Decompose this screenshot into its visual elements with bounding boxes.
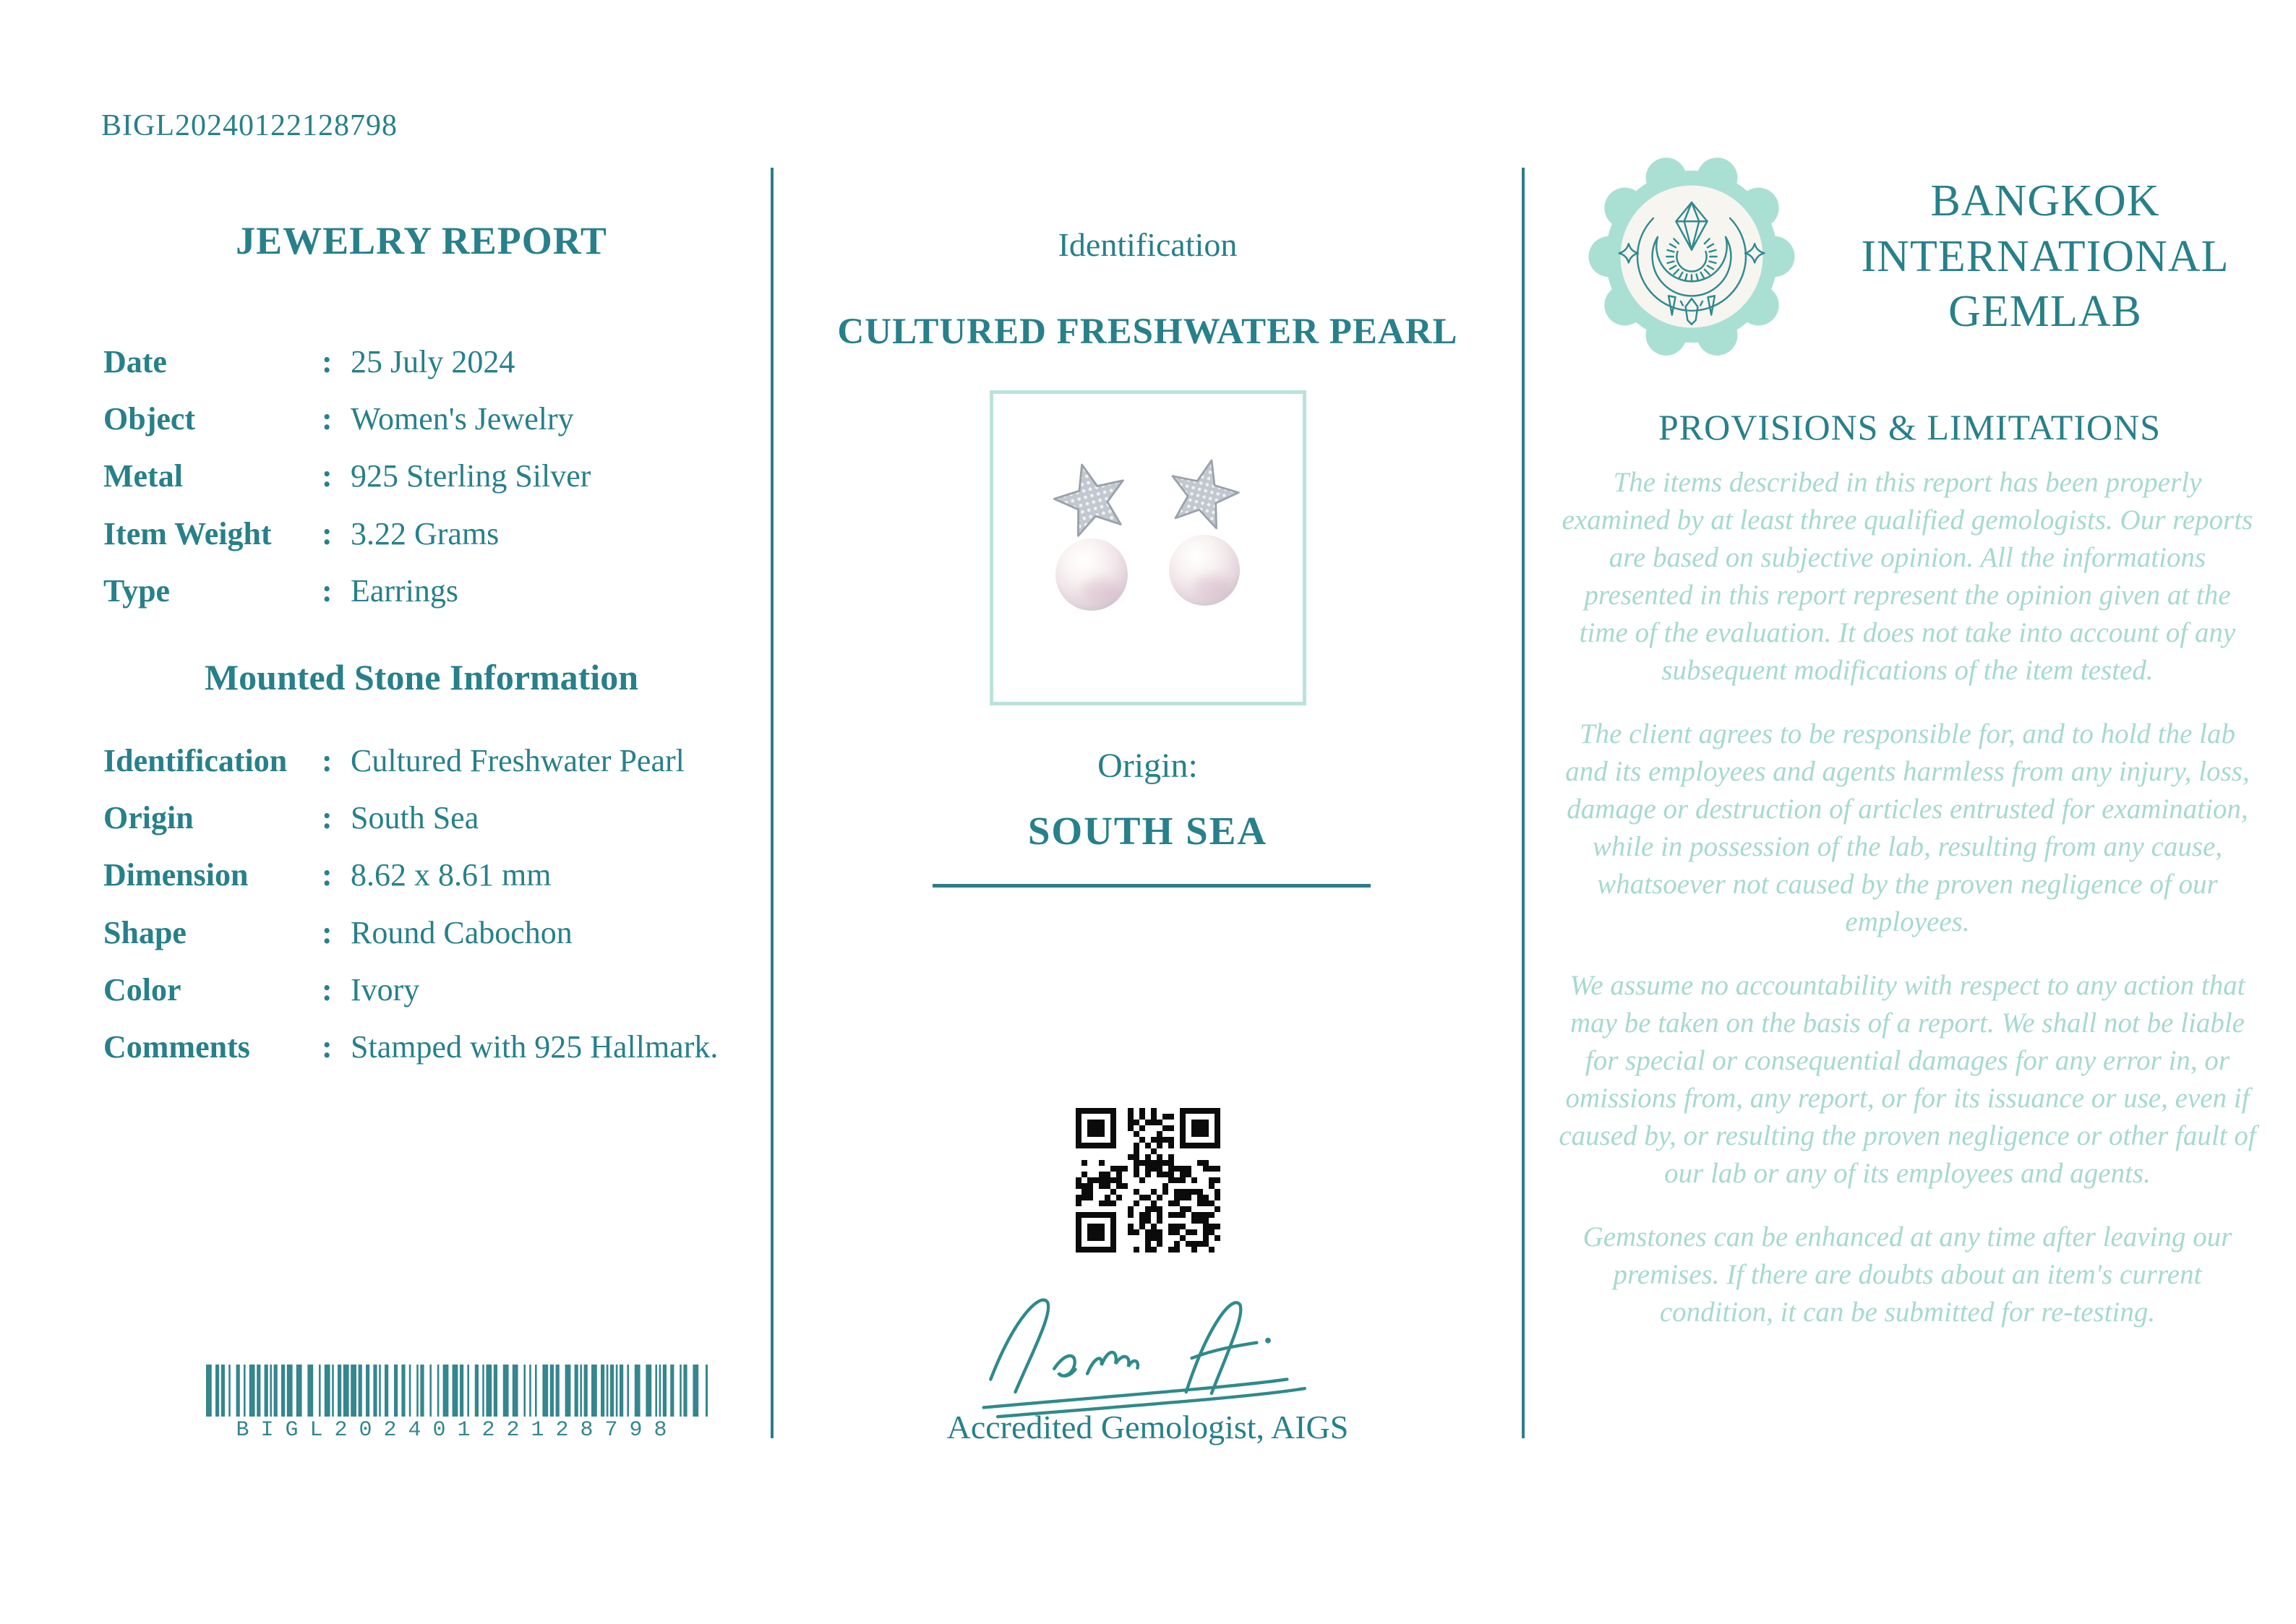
signature-script-icon bbox=[900, 1273, 1399, 1422]
provisions-title: PROVISIONS & LIMITATIONS bbox=[1658, 407, 2162, 447]
field-value: 3.22 Grams bbox=[351, 515, 500, 551]
field-label: Type bbox=[103, 572, 171, 609]
jewelry-photo-frame bbox=[990, 390, 1306, 705]
lab-name-line: INTERNATIONAL bbox=[1861, 231, 2229, 281]
pearl-earrings-image bbox=[993, 394, 1303, 702]
field-label: Date bbox=[103, 344, 167, 379]
field-row bbox=[103, 572, 754, 609]
qr-code bbox=[1076, 1108, 1220, 1253]
field-colon: : bbox=[322, 743, 333, 778]
lab-name-line: GEMLAB bbox=[1948, 287, 2142, 337]
gemologist-signature bbox=[900, 1273, 1399, 1422]
barcode-text: BIGL20240122128798 bbox=[236, 1418, 679, 1443]
field-colon: : bbox=[322, 800, 333, 836]
qr-code-icon bbox=[1076, 1108, 1220, 1253]
field-colon: : bbox=[322, 515, 333, 551]
stone-fields bbox=[103, 744, 754, 1088]
identification-value: CULTURED FRESHWATER PEARL bbox=[837, 312, 1458, 352]
origin-value: SOUTH SEA bbox=[1027, 809, 1268, 853]
provisions-paragraph: We assume no accountability with respect to any action that may be taken on the basis of a report. We shall not be liable for special or consequential damages for any error in, or omissions from, any report, or for its issuance or use, even if caused by, or resulting the proven negligence or other fault of our lab or any of its employees and agents. bbox=[1559, 970, 2256, 1189]
field-row bbox=[103, 460, 754, 493]
field-label: Dimension bbox=[103, 857, 249, 893]
field-row bbox=[103, 403, 754, 436]
field-value: Women's Jewelry bbox=[351, 401, 574, 437]
field-colon: : bbox=[322, 344, 333, 379]
field-colon: : bbox=[322, 914, 333, 950]
origin-underline bbox=[933, 884, 1371, 888]
field-value: Ivory bbox=[351, 971, 420, 1008]
lab-name-line: BANGKOK bbox=[1930, 176, 2160, 225]
provisions-text bbox=[1559, 464, 2256, 1357]
field-row bbox=[103, 971, 754, 1008]
item-fields bbox=[103, 345, 754, 632]
field-label: Item Weight bbox=[103, 515, 272, 551]
column-divider-left bbox=[771, 168, 774, 1438]
lab-header bbox=[1583, 148, 2270, 365]
barcode bbox=[206, 1365, 708, 1443]
field-colon: : bbox=[322, 401, 333, 437]
field-value: 25 July 2024 bbox=[351, 344, 515, 379]
field-row bbox=[103, 916, 754, 950]
lab-name bbox=[1820, 173, 2270, 340]
gemlab-logo-icon bbox=[1583, 148, 1800, 365]
field-label: Origin bbox=[103, 800, 194, 836]
field-label: Comments bbox=[103, 1028, 250, 1065]
field-row bbox=[103, 345, 754, 379]
field-value: Earrings bbox=[351, 572, 459, 609]
field-row bbox=[103, 802, 754, 835]
field-colon: : bbox=[322, 458, 333, 494]
field-row bbox=[103, 1028, 754, 1065]
provisions-paragraph: Gemstones can be enhanced at any time after leaving our premises. If there are doubts about an item's current condition, it can be submitted for re-testing. bbox=[1582, 1221, 2232, 1328]
field-label: Object bbox=[103, 401, 196, 437]
signer-title: Accredited Gemologist, AIGS bbox=[946, 1409, 1349, 1445]
field-colon: : bbox=[322, 857, 333, 893]
field-row bbox=[103, 859, 754, 892]
report-number: BIGL20240122128798 bbox=[101, 109, 398, 142]
identification-heading: Identification bbox=[1058, 226, 1238, 263]
field-value: South Sea bbox=[351, 800, 479, 836]
column-divider-right bbox=[1522, 168, 1525, 1438]
field-label: Shape bbox=[103, 914, 187, 950]
field-value: Stamped with 925 Hallmark. bbox=[351, 1028, 719, 1065]
barcode-icon bbox=[206, 1365, 708, 1417]
origin-label: Origin: bbox=[1097, 747, 1198, 785]
field-colon: : bbox=[322, 1028, 333, 1065]
field-value: 8.62 x 8.61 mm bbox=[351, 857, 552, 893]
provisions-paragraph: The client agrees to be responsible for, and to hold the lab and its employees and agents harmless from any injury, loss, damage or destruction of articles entrusted for examination, while in possession of the lab, resulting from any cause, whatsoever not caused by the proven negligence of our employees. bbox=[1565, 718, 2250, 937]
field-value: Round Cabochon bbox=[351, 914, 573, 950]
field-value: Cultured Freshwater Pearl bbox=[351, 743, 685, 778]
page-title: JEWELRY REPORT bbox=[236, 219, 607, 262]
field-colon: : bbox=[322, 572, 333, 609]
field-label: Identification bbox=[103, 743, 288, 778]
field-row bbox=[103, 744, 754, 778]
provisions-paragraph: The items described in this report has been properly examined by at least three qualified gemologists. Our reports are based on subjective opinion. All the informations presented in this report represent the opinion given at the time of the evaluation. It does not take into account of any subsequent modifications of the item tested. bbox=[1562, 467, 2253, 686]
field-value: 925 Sterling Silver bbox=[351, 458, 591, 494]
section-title-mounted-stone: Mounted Stone Information bbox=[204, 657, 639, 697]
field-colon: : bbox=[322, 971, 333, 1008]
field-row bbox=[103, 517, 754, 551]
field-label: Metal bbox=[103, 458, 183, 494]
field-label: Color bbox=[103, 971, 181, 1008]
